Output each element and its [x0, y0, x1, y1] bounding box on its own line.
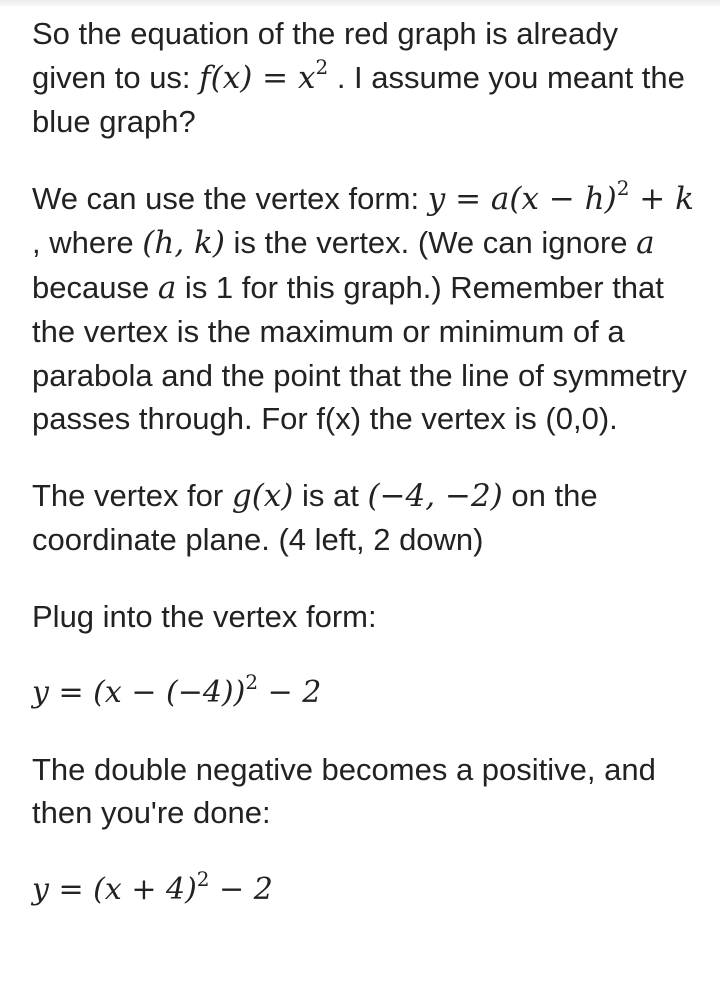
math-f-of-x: $f(x) = x^2$: [199, 55, 329, 96]
math-g-of-x: g(x): [231, 477, 294, 514]
math-a: a: [157, 269, 177, 306]
paragraph-text: on the coordinate plane. (4 left, 2 down): [32, 477, 598, 557]
paragraph-text: because: [32, 269, 158, 305]
paragraph-double-negative: [32, 748, 697, 835]
paragraph-text: Plug into the vertex form:: [32, 598, 377, 634]
paragraph-plug-in: [32, 595, 697, 639]
paragraph-text: is 1 for this graph.) Remember that the vertex is the maximum or minimum of a parabola and the point that the line of symmetry passes through. For f(x) the vertex is (0,0).: [32, 269, 687, 436]
math-vertex-point: (−4, −2): [367, 477, 503, 514]
top-divider: [0, 0, 720, 6]
paragraph-text: is at: [293, 477, 368, 513]
answer-body: [32, 12, 697, 911]
equation-substituted: $y = (x - (-4))^2 - 2$: [32, 670, 322, 710]
paragraph-text: The double negative becomes a positive, and then you're done:: [32, 751, 656, 830]
paragraph-text: is the vertex. (We can ignore: [224, 225, 637, 260]
math-h-k: (h, k): [142, 225, 225, 261]
paragraph-vertex-g: [32, 474, 697, 562]
paragraph-red-graph: [32, 12, 697, 144]
equation-final: $y = (x + 4)^2 - 2$: [32, 866, 273, 907]
math-vertex-form: $y = a(x - h)^2 + k$: [427, 176, 694, 217]
math-a: a: [636, 225, 655, 261]
paragraph-text: . I assume you meant the blue graph?: [32, 59, 685, 139]
paragraph-vertex-form: [32, 177, 697, 441]
paragraph-text: , where: [32, 225, 143, 260]
paragraph-text: So the equation of the red graph is already given to us:: [32, 16, 618, 95]
paragraph-text: The vertex for: [32, 477, 232, 513]
paragraph-text: We can use the vertex form:: [32, 180, 428, 216]
